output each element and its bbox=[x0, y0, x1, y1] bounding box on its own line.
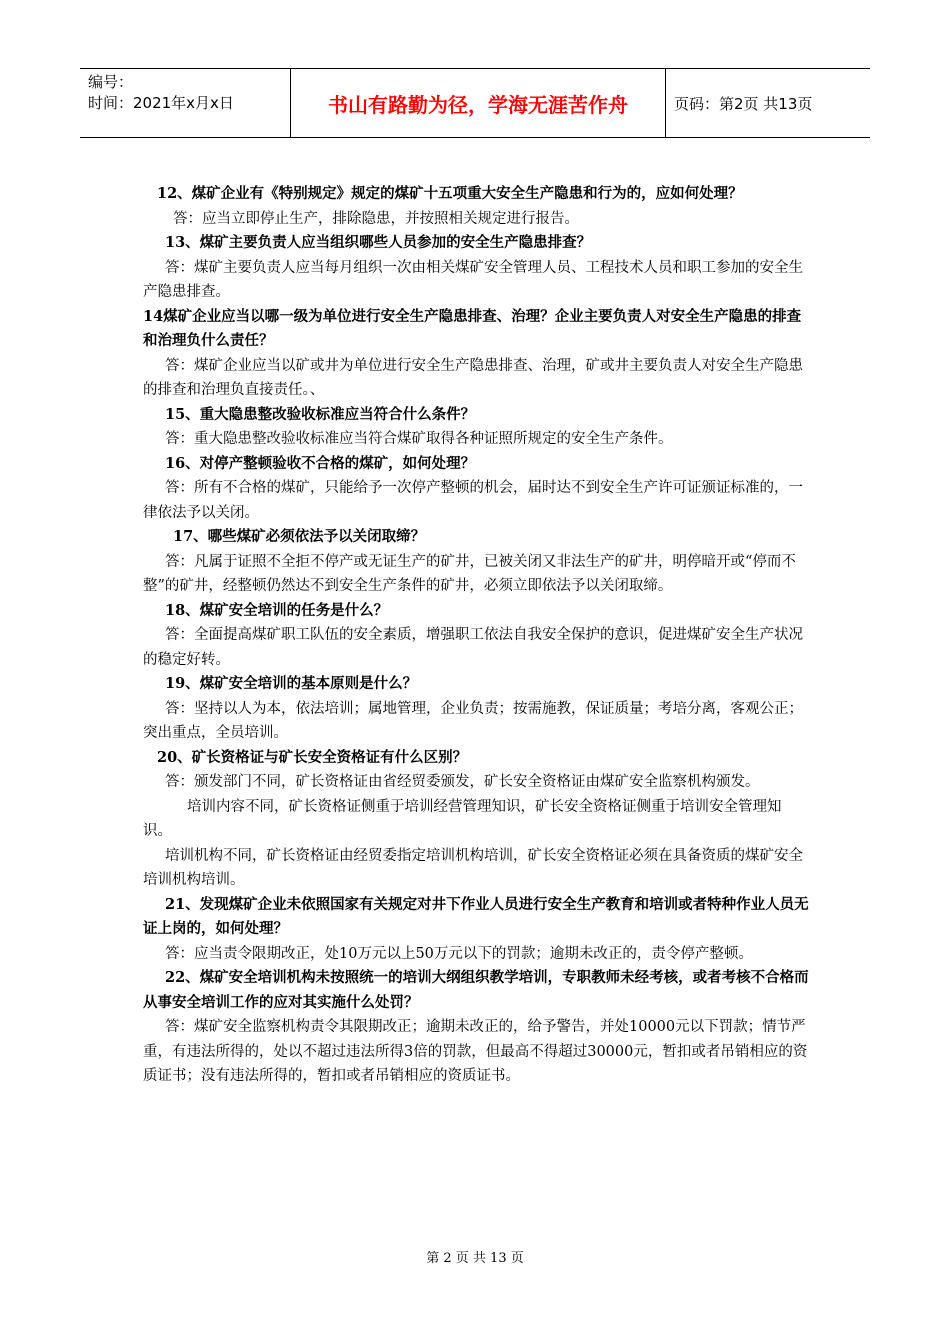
answer-paragraph: 答：所有不合格的煤矿，只能给予一次停产整顿的机会，届时达不到安全生产许可证颁证标准的，一律依法予以关闭。 bbox=[143, 480, 803, 521]
document-number-label: 编号： bbox=[88, 73, 134, 91]
answer-paragraph: 答：凡属于证照不全拒不停产或无证生产的矿井，已被关闭又非法生产的矿井，明停暗开或“停而不整”的矿井，经整顿仍然达不到安全生产条件的矿井，必须立即依法予以关闭取缔。 bbox=[143, 553, 796, 594]
answer-paragraph: 答：坚持以人为本，依法培训；属地管理，企业负责；按需施教，保证质量；考培分离，客观公正；突出重点，全员培训。 bbox=[143, 700, 803, 741]
answer-paragraph: 答：重大隐患整改验收标准应当符合煤矿取得各种证照所规定的安全生产条件。 bbox=[165, 431, 673, 447]
answer-paragraph: 答：煤矿安全监察机构责令其限期改正；逾期未改正的，给予警告，并处10000元以下罚款；情节严重，有违法所得的，处以不超过违法所得3倍的罚款，但最高不得超过30000元，暂扣或者吊销相应的资质证书；没有违法所得的，暂扣或者吊销相应的资质证书。 bbox=[143, 1019, 808, 1084]
answer-paragraph: 答：煤矿主要负责人应当每月组织一次由相关煤矿安全管理人员、工程技术人员和职工参加的安全生产隐患排查。 bbox=[143, 259, 803, 300]
question-paragraph: 19、煤矿安全培训的基本原则是什么？ bbox=[165, 675, 418, 692]
header-motto: 书山有路勤为径，学海无涯苦作舟 bbox=[291, 69, 666, 137]
answer-paragraph: 培训机构不同，矿长资格证由经贸委指定培训机构培训，矿长安全资格证必须在具备资质的煤矿安全培训机构培训。 bbox=[143, 847, 803, 888]
document-date: 时间：2021年x月x日 bbox=[88, 94, 234, 112]
answer-paragraph: 答：应当责令限期改正，处10万元以上50万元以下的罚款；逾期未改正的，责令停产整顿。 bbox=[165, 945, 753, 962]
question-paragraph: 16、对停产整顿验收不合格的煤矿，如何处理？ bbox=[165, 454, 476, 472]
header-page-number: 页码：第2页 共13页 bbox=[674, 94, 813, 113]
question-paragraph: 15、重大隐患整改验收标准应当符合什么条件？ bbox=[165, 405, 476, 423]
answer-paragraph: 培训内容不同，矿长资格证侧重于培训经营管理知识，矿长安全资格证侧重于培训安全管理知识。 bbox=[143, 798, 782, 839]
answer-paragraph: 答：颁发部门不同，矿长资格证由省经贸委颁发，矿长安全资格证由煤矿安全监察机构颁发。 bbox=[165, 774, 760, 790]
answer-paragraph: 答：应当立即停止生产，排除隐患，并按照相关规定进行报告。 bbox=[173, 210, 579, 227]
document-body bbox=[143, 182, 809, 1089]
question-paragraph: 14煤矿企业应当以哪一级为单位进行安全生产隐患排查、治理？企业主要负责人对安全生产隐患的排查和治理负什么责任？ bbox=[143, 307, 802, 349]
question-paragraph: 22、煤矿安全培训机构未按照统一的培训大纲组织教学培训，专职教师未经考核，或者考核不合格而从事安全培训工作的应对其实施什么处罚？ bbox=[143, 969, 809, 1011]
question-paragraph: 21、发现煤矿企业未依照国家有关规定对井下作业人员进行安全生产教育和培训或者特种作业人员无证上岗的，如何处理？ bbox=[143, 895, 809, 937]
answer-paragraph: 答：全面提高煤矿职工队伍的安全素质，增强职工依法自我安全保护的意识，促进煤矿安全生产状况的稳定好转。 bbox=[143, 627, 803, 668]
page-header bbox=[80, 68, 870, 138]
page-footer: 第 2 页 共 13 页 bbox=[426, 1251, 524, 1266]
header-meta bbox=[80, 69, 291, 137]
question-paragraph: 20、矿长资格证与矿长安全资格证有什么区别？ bbox=[157, 748, 468, 766]
answer-paragraph: 答：煤矿企业应当以矿或井为单位进行安全生产隐患排查、治理，矿或井主要负责人对安全生产隐患的排查和治理负直接责任。、 bbox=[143, 357, 803, 398]
question-paragraph: 12、煤矿企业有《特别规定》规定的煤矿十五项重大安全生产隐患和行为的，应如何处理？ bbox=[157, 185, 743, 202]
question-paragraph: 18、煤矿安全培训的任务是什么？ bbox=[165, 601, 389, 619]
question-paragraph: 13、煤矿主要负责人应当组织哪些人员参加的安全生产隐患排查？ bbox=[165, 234, 592, 251]
question-paragraph: 17、哪些煤矿必须依法予以关闭取缔？ bbox=[173, 528, 426, 545]
